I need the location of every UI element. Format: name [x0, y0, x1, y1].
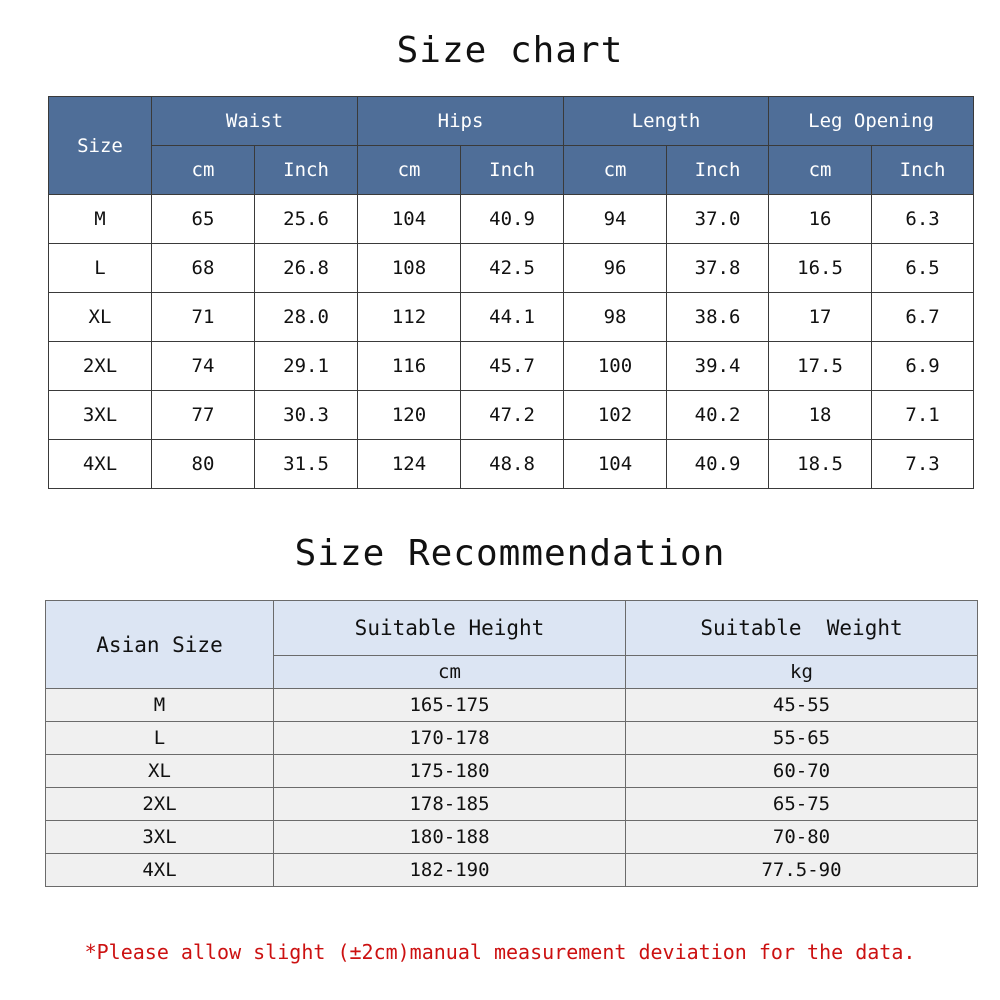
value-cell: 30.3	[255, 391, 358, 440]
value-cell: 6.7	[872, 293, 974, 342]
value-cell: 104	[358, 195, 461, 244]
value-cell: 65-75	[626, 788, 978, 821]
value-cell: 77.5-90	[626, 854, 978, 887]
value-cell: 102	[564, 391, 667, 440]
value-cell: 94	[564, 195, 667, 244]
value-cell: 16.5	[769, 244, 872, 293]
value-cell: 45.7	[461, 342, 564, 391]
size-recommendation-table	[45, 600, 978, 887]
suitable-height-header: Suitable Height	[274, 601, 626, 656]
unit-header: cm	[152, 146, 255, 195]
table-row	[49, 293, 974, 342]
table-row	[46, 689, 978, 722]
value-cell: 40.2	[667, 391, 769, 440]
size-cell: M	[49, 195, 152, 244]
value-cell: 180-188	[274, 821, 626, 854]
value-cell: 44.1	[461, 293, 564, 342]
value-cell: 31.5	[255, 440, 358, 489]
value-cell: 124	[358, 440, 461, 489]
value-cell: 6.9	[872, 342, 974, 391]
value-cell: 38.6	[667, 293, 769, 342]
value-cell: 70-80	[626, 821, 978, 854]
value-cell: 48.8	[461, 440, 564, 489]
value-cell: 108	[358, 244, 461, 293]
value-cell: 77	[152, 391, 255, 440]
weight-unit-header: kg	[626, 656, 978, 689]
size-cell: 2XL	[49, 342, 152, 391]
unit-header: cm	[358, 146, 461, 195]
value-cell: 80	[152, 440, 255, 489]
value-cell: 178-185	[274, 788, 626, 821]
value-cell: 29.1	[255, 342, 358, 391]
table-row	[46, 854, 978, 887]
value-cell: 28.0	[255, 293, 358, 342]
value-cell: 17.5	[769, 342, 872, 391]
value-cell: 42.5	[461, 244, 564, 293]
value-cell: 98	[564, 293, 667, 342]
value-cell: 74	[152, 342, 255, 391]
table-row	[49, 391, 974, 440]
value-cell: 120	[358, 391, 461, 440]
size-recommendation-title: Size Recommendation	[294, 533, 726, 574]
value-cell: 37.0	[667, 195, 769, 244]
value-cell: 37.8	[667, 244, 769, 293]
asian-size-header: Asian Size	[46, 601, 274, 689]
value-cell: 18.5	[769, 440, 872, 489]
table-row	[49, 342, 974, 391]
table-row	[49, 440, 974, 489]
value-cell: 7.3	[872, 440, 974, 489]
value-cell: 104	[564, 440, 667, 489]
size-chart-body	[49, 195, 974, 489]
unit-header: Inch	[255, 146, 358, 195]
height-unit-header: cm	[274, 656, 626, 689]
value-cell: 6.5	[872, 244, 974, 293]
size-cell: L	[46, 722, 274, 755]
table-row	[46, 722, 978, 755]
unit-header: cm	[769, 146, 872, 195]
value-cell: 116	[358, 342, 461, 391]
value-cell: 17	[769, 293, 872, 342]
hips-header: Hips	[358, 97, 564, 146]
value-cell: 68	[152, 244, 255, 293]
unit-header: Inch	[667, 146, 769, 195]
value-cell: 47.2	[461, 391, 564, 440]
value-cell: 45-55	[626, 689, 978, 722]
length-header: Length	[564, 97, 769, 146]
size-header: Size	[49, 97, 152, 195]
size-cell: 4XL	[46, 854, 274, 887]
size-recommendation-body	[46, 689, 978, 887]
table-row	[49, 195, 974, 244]
unit-header: Inch	[872, 146, 974, 195]
measurement-note: *Please allow slight (±2cm)manual measurement deviation for the data.	[84, 940, 916, 964]
size-cell: 2XL	[46, 788, 274, 821]
value-cell: 55-65	[626, 722, 978, 755]
value-cell: 39.4	[667, 342, 769, 391]
leg-opening-header: Leg Opening	[769, 97, 974, 146]
table-row	[46, 821, 978, 854]
size-cell: 4XL	[49, 440, 152, 489]
size-chart-table	[48, 96, 974, 489]
value-cell: 165-175	[274, 689, 626, 722]
value-cell: 6.3	[872, 195, 974, 244]
value-cell: 170-178	[274, 722, 626, 755]
table-row	[46, 788, 978, 821]
size-cell: 3XL	[46, 821, 274, 854]
size-chart-title: Size chart	[396, 30, 624, 71]
value-cell: 40.9	[667, 440, 769, 489]
value-cell: 71	[152, 293, 255, 342]
size-cell: M	[46, 689, 274, 722]
unit-header: cm	[564, 146, 667, 195]
size-cell: L	[49, 244, 152, 293]
size-cell: 3XL	[49, 391, 152, 440]
value-cell: 60-70	[626, 755, 978, 788]
table-row	[46, 755, 978, 788]
value-cell: 40.9	[461, 195, 564, 244]
value-cell: 182-190	[274, 854, 626, 887]
unit-header: Inch	[461, 146, 564, 195]
value-cell: 100	[564, 342, 667, 391]
table-row	[49, 244, 974, 293]
value-cell: 25.6	[255, 195, 358, 244]
size-cell: XL	[49, 293, 152, 342]
suitable-weight-header: Suitable Weight	[626, 601, 978, 656]
value-cell: 26.8	[255, 244, 358, 293]
value-cell: 7.1	[872, 391, 974, 440]
value-cell: 175-180	[274, 755, 626, 788]
value-cell: 65	[152, 195, 255, 244]
value-cell: 16	[769, 195, 872, 244]
value-cell: 96	[564, 244, 667, 293]
size-cell: XL	[46, 755, 274, 788]
value-cell: 112	[358, 293, 461, 342]
waist-header: Waist	[152, 97, 358, 146]
value-cell: 18	[769, 391, 872, 440]
